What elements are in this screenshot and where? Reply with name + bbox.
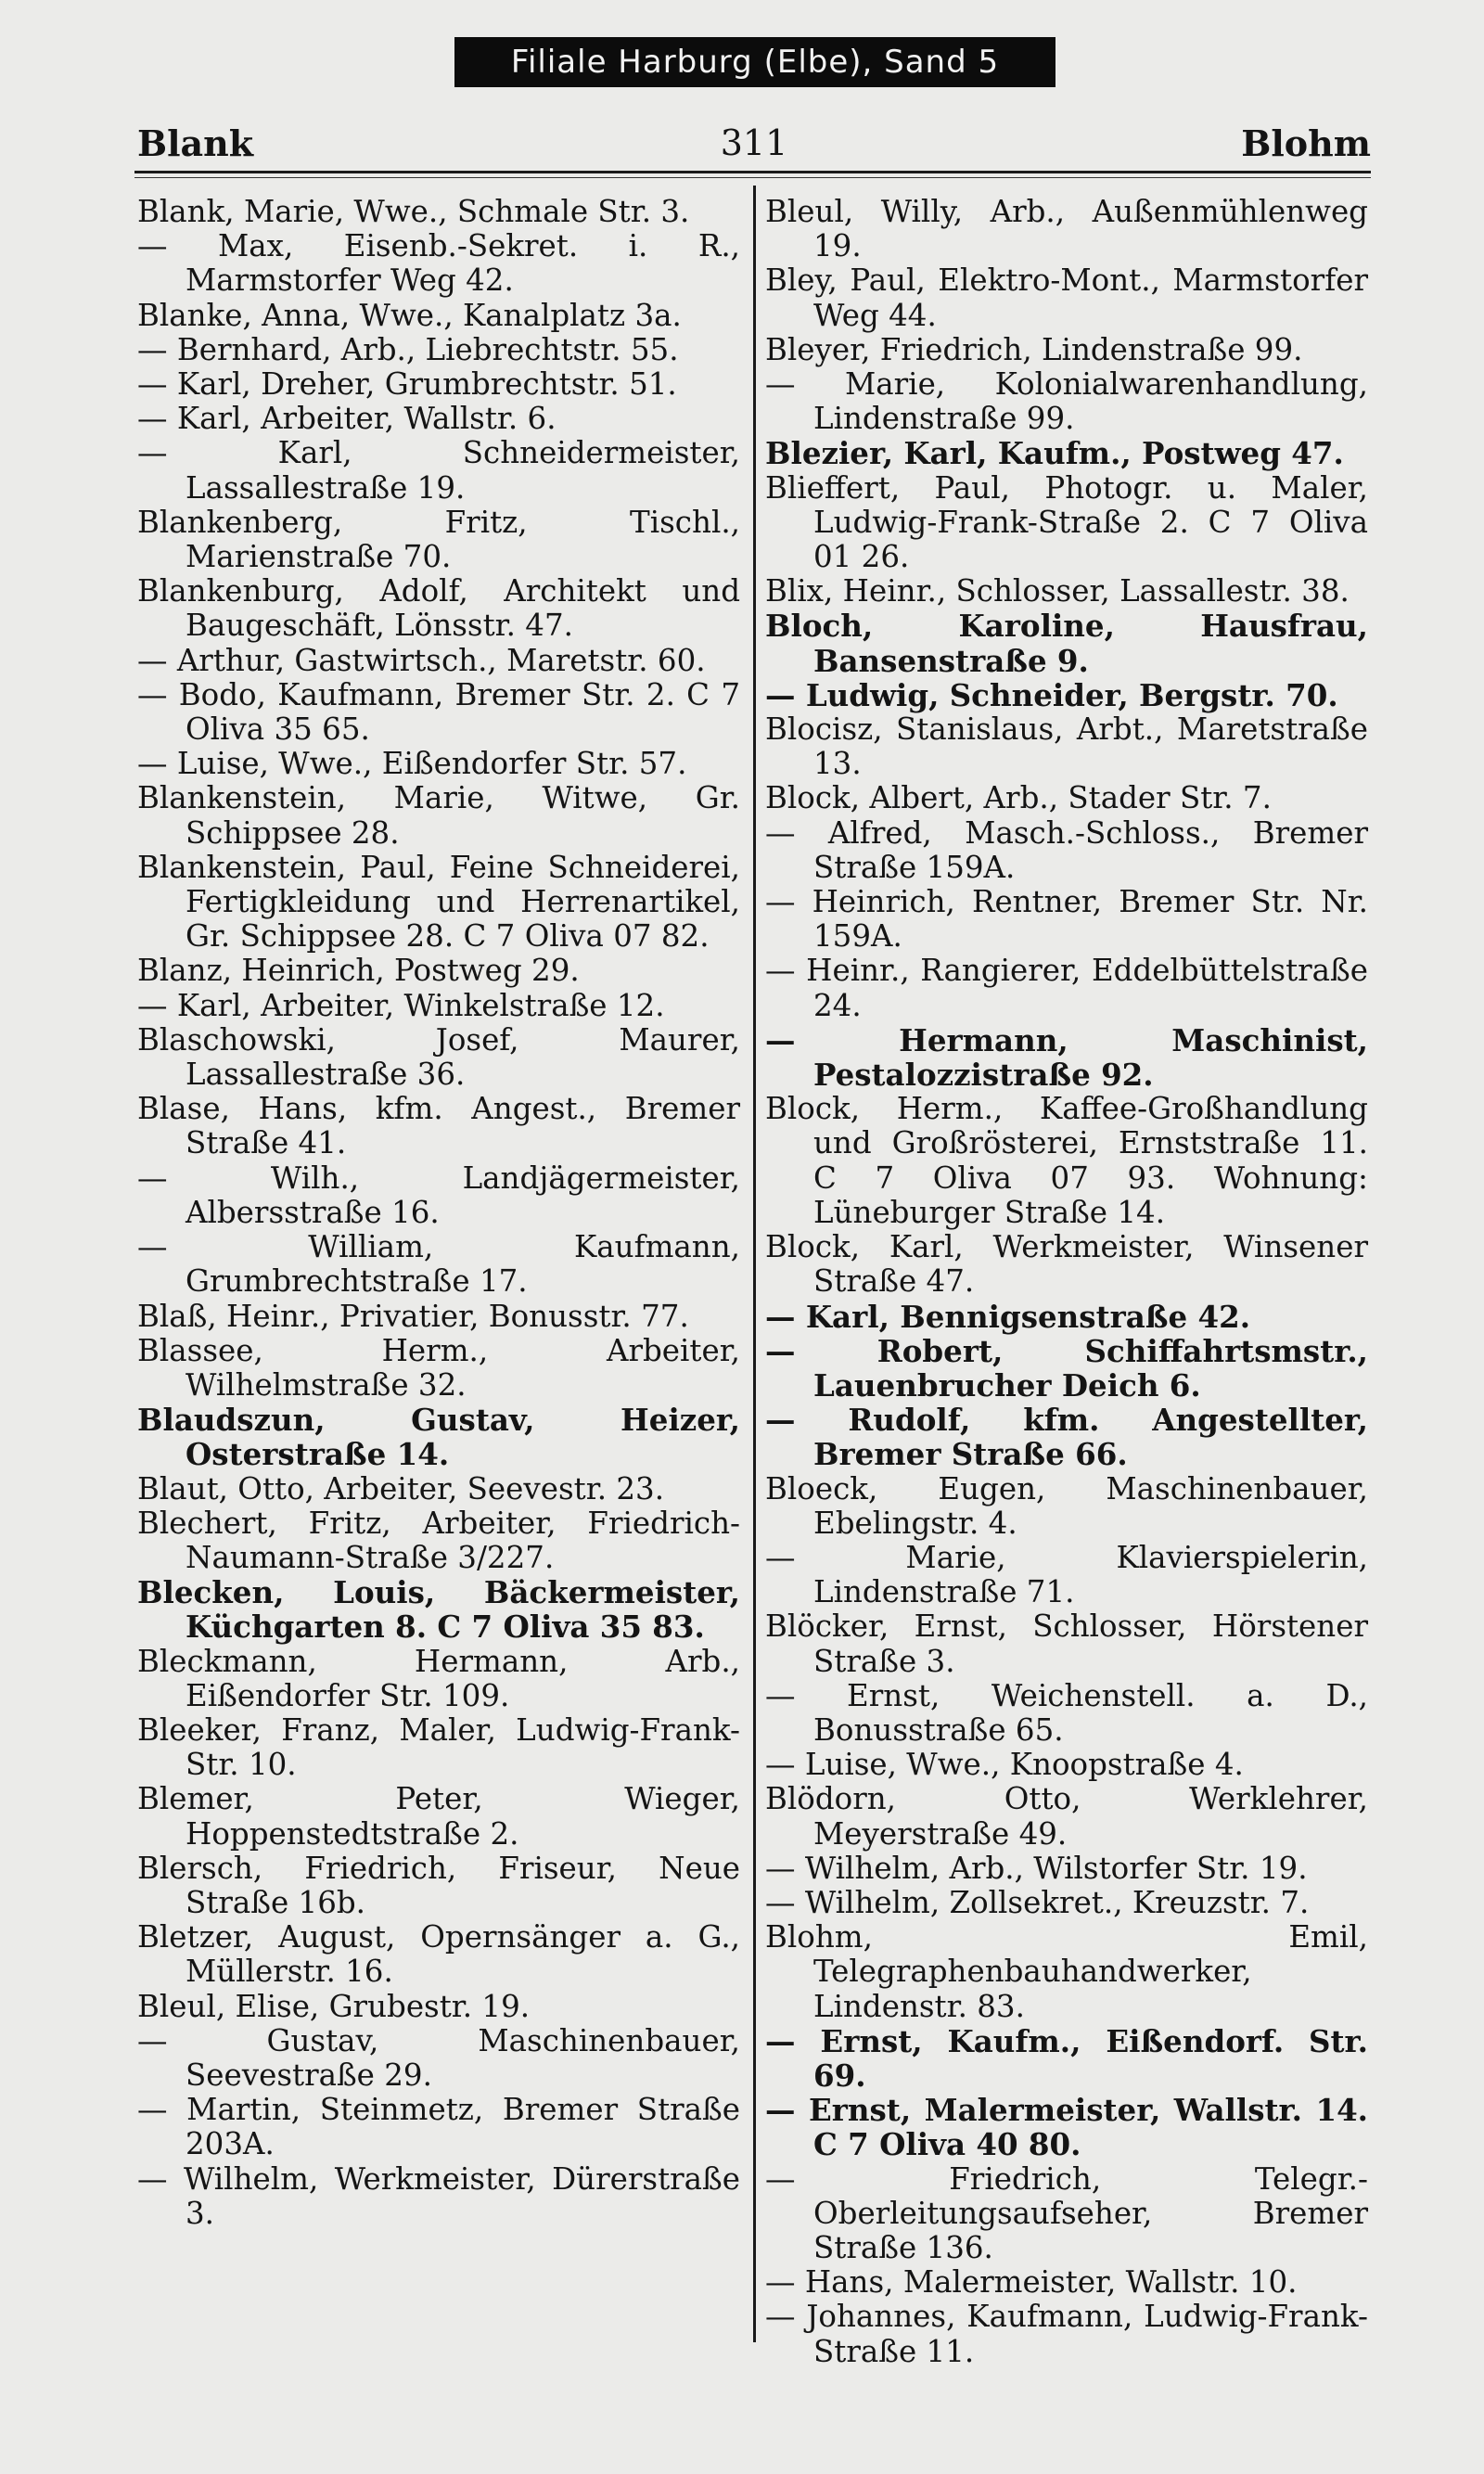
column-divider bbox=[753, 186, 756, 2342]
directory-entry: Blersch, Friedrich, Friseur, Neue Straße 16b. bbox=[137, 1850, 740, 1920]
directory-entry: — Rudolf, kfm. Angestellter, Bremer Straße 66. bbox=[765, 1402, 1368, 1473]
directory-entry: Blecken, Louis, Bäckermeister, Küchgarten 8. C 7 Oliva 35 83. bbox=[137, 1574, 740, 1646]
directory-entry: Blaschowski, Josef, Maurer, Lassallestraße 36. bbox=[137, 1021, 740, 1093]
directory-entry: — Wilh., Landjägermeister, Albersstraße 16. bbox=[137, 1160, 740, 1230]
directory-entry: Bletzer, August, Opernsänger a. G., Müllerstr. 16. bbox=[137, 1919, 740, 1990]
directory-entry: — Gustav, Maschinenbauer, Seevestraße 29. bbox=[137, 2022, 740, 2093]
directory-entry: Blezier, Karl, Kaufm., Postweg 47. bbox=[765, 435, 1344, 472]
header-rule-thin bbox=[134, 177, 1371, 178]
directory-entry: Blanke, Anna, Wwe., Kanalplatz 3a. bbox=[137, 297, 682, 333]
directory-entry: — Marie, Klavierspielerin, Lindenstraße 71. bbox=[765, 1539, 1368, 1610]
right-column bbox=[765, 195, 1368, 2369]
directory-entry: — Bodo, Kaufmann, Bremer Str. 2. C 7 Oliva 35 65. bbox=[137, 676, 740, 748]
directory-entry: Bloch, Karoline, Hausfrau, Bansenstraße 9. bbox=[765, 608, 1368, 679]
directory-entry: Blankenberg, Fritz, Tischl., Marienstraße 70. bbox=[137, 504, 740, 575]
directory-entry: — Heinr., Rangierer, Eddelbüttelstraße 24. bbox=[765, 953, 1368, 1023]
directory-entry: Blechert, Fritz, Arbeiter, Friedrich-Naumann-Straße 3/227. bbox=[137, 1505, 740, 1575]
branch-banner: Filiale Harburg (Elbe), Sand 5 bbox=[454, 37, 1055, 87]
directory-entry: — Ernst, Kaufm., Eißendorf. Str. 69. bbox=[765, 2022, 1368, 2094]
directory-entry: Bleyer, Friedrich, Lindenstraße 99. bbox=[765, 331, 1303, 367]
directory-entry: Block, Karl, Werkmeister, Winsener Straße 47. bbox=[765, 1229, 1368, 1300]
directory-entry: Block, Herm., Kaffee-Großhandlung und Großrösterei, Ernststraße 11. C 7 Oliva 07 93. Wohnung: Lüneburger Straße 14. bbox=[765, 1091, 1368, 1230]
directory-entry: Blank, Marie, Wwe., Schmale Str. 3. bbox=[137, 194, 690, 229]
directory-entry: — Wilhelm, Zollsekret., Kreuzstr. 7. bbox=[765, 1884, 1310, 1920]
directory-entry: Blankenstein, Paul, Feine Schneiderei, Fertigkleidung und Herrenartikel, Gr. Schippsee 28. C 7 Oliva 07 82. bbox=[137, 849, 740, 955]
directory-entry: Blanz, Heinrich, Postweg 29. bbox=[137, 953, 580, 989]
running-head bbox=[137, 109, 1371, 165]
directory-entry: Blöcker, Ernst, Schlosser, Hörstener Straße 3. bbox=[765, 1609, 1368, 1679]
directory-entry: — Ernst, Malermeister, Wallstr. 14. C 7 Oliva 40 80. bbox=[765, 2092, 1368, 2163]
directory-entry: — Karl, Arbeiter, Winkelstraße 12. bbox=[137, 987, 665, 1023]
directory-entry: Blix, Heinr., Schlosser, Lassallestr. 38. bbox=[765, 573, 1350, 609]
directory-entry: — Luise, Wwe., Eißendorfer Str. 57. bbox=[137, 746, 687, 782]
directory-entry: — Ludwig, Schneider, Bergstr. 70. bbox=[765, 676, 1338, 713]
header-last-entry: Blohm bbox=[1241, 122, 1371, 164]
directory-entry: — Martin, Steinmetz, Bremer Straße 203A. bbox=[137, 2092, 740, 2162]
directory-entry: — Johannes, Kaufmann, Ludwig-Frank-Straße 11. bbox=[765, 2299, 1368, 2369]
directory-entry: Blase, Hans, kfm. Angest., Bremer Straße 41. bbox=[137, 1091, 740, 1161]
directory-entry: Blemer, Peter, Wieger, Hoppenstedtstraße 2. bbox=[137, 1781, 740, 1852]
directory-entry: Bloeck, Eugen, Maschinenbauer, Ebelingstr. 4. bbox=[765, 1470, 1368, 1541]
directory-entry: — Heinrich, Rentner, Bremer Str. Nr. 159A. bbox=[765, 884, 1368, 955]
directory-entry: Bleul, Elise, Grubestr. 19. bbox=[137, 1988, 531, 2024]
directory-entry: Blieffert, Paul, Photogr. u. Maler, Ludwig-Frank-Straße 2. C 7 Oliva 01 26. bbox=[765, 469, 1368, 575]
header-rule bbox=[134, 171, 1371, 173]
directory-entry: — Arthur, Gastwirtsch., Maretstr. 60. bbox=[137, 642, 706, 678]
directory-entry: — Max, Eisenb.-Sekret. i. R., Marmstorfer Weg 42. bbox=[137, 228, 740, 299]
directory-entry: Block, Albert, Arb., Stader Str. 7. bbox=[765, 780, 1272, 816]
directory-entry: Blaß, Heinr., Privatier, Bonusstr. 77. bbox=[137, 1298, 689, 1334]
directory-entry: Blödorn, Otto, Werklehrer, Meyerstraße 49. bbox=[765, 1781, 1368, 1852]
header-first-entry: Blank bbox=[137, 122, 254, 164]
directory-entry: — Friedrich, Telegr.-Oberleitungsaufseher, Bremer Straße 136. bbox=[765, 2160, 1368, 2265]
directory-entry: Blaut, Otto, Arbeiter, Seevestr. 23. bbox=[137, 1470, 665, 1506]
left-column bbox=[137, 195, 740, 2231]
directory-entry: — Ernst, Weichenstell. a. D., Bonusstraße 65. bbox=[765, 1677, 1368, 1748]
page-number: 311 bbox=[720, 122, 788, 163]
directory-entry: Blocisz, Stanislaus, Arbt., Maretstraße 13. bbox=[765, 711, 1368, 782]
directory-entry: — Karl, Schneidermeister, Lassallestraße 19. bbox=[137, 435, 740, 506]
directory-entry: Bleckmann, Hermann, Arb., Eißendorfer Str. 109. bbox=[137, 1643, 740, 1713]
directory-entry: Blankenburg, Adolf, Architekt und Baugeschäft, Lönsstr. 47. bbox=[137, 573, 740, 644]
directory-entry: — Wilhelm, Werkmeister, Dürerstraße 3. bbox=[137, 2160, 740, 2231]
directory-entry: — Wilhelm, Arb., Wilstorfer Str. 19. bbox=[765, 1850, 1308, 1886]
directory-entry: — Karl, Arbeiter, Wallstr. 6. bbox=[137, 401, 556, 437]
directory-entry: — Bernhard, Arb., Liebrechtstr. 55. bbox=[137, 331, 679, 367]
directory-entry: Blohm, Emil, Telegraphenbauhandwerker, Lindenstr. 83. bbox=[765, 1919, 1368, 2024]
directory-entry: — Alfred, Masch.-Schloss., Bremer Straße 159A. bbox=[765, 814, 1368, 885]
directory-entry: — Hans, Malermeister, Wallstr. 10. bbox=[765, 2264, 1298, 2301]
directory-entry: — William, Kaufmann, Grumbrechtstraße 17. bbox=[137, 1229, 740, 1300]
directory-entry: Bley, Paul, Elektro-Mont., Marmstorfer Weg 44. bbox=[765, 263, 1368, 333]
directory-entry: Blaudszun, Gustav, Heizer, Osterstraße 14. bbox=[137, 1402, 740, 1473]
directory-entry: — Karl, Dreher, Grumbrechtstr. 51. bbox=[137, 366, 677, 403]
directory-entry: — Marie, Kolonialwarenhandlung, Lindenstraße 99. bbox=[765, 366, 1368, 437]
directory-entry: — Hermann, Maschinist, Pestalozzistraße 92. bbox=[765, 1021, 1368, 1094]
directory-entry: Bleeker, Franz, Maler, Ludwig-Frank-Str. 10. bbox=[137, 1711, 740, 1783]
directory-entry: Blassee, Herm., Arbeiter, Wilhelmstraße 32. bbox=[137, 1332, 740, 1403]
directory-entry: Bleul, Willy, Arb., Außenmühlenweg 19. bbox=[765, 194, 1368, 264]
directory-entry: — Robert, Schiffahrtsmstr., Lauenbrucher Deich 6. bbox=[765, 1332, 1368, 1404]
directory-entry: — Karl, Bennigsenstraße 42. bbox=[765, 1298, 1251, 1335]
directory-entry: Blankenstein, Marie, Witwe, Gr. Schippsee 28. bbox=[137, 780, 740, 851]
directory-entry: — Luise, Wwe., Knoopstraße 4. bbox=[765, 1747, 1244, 1783]
